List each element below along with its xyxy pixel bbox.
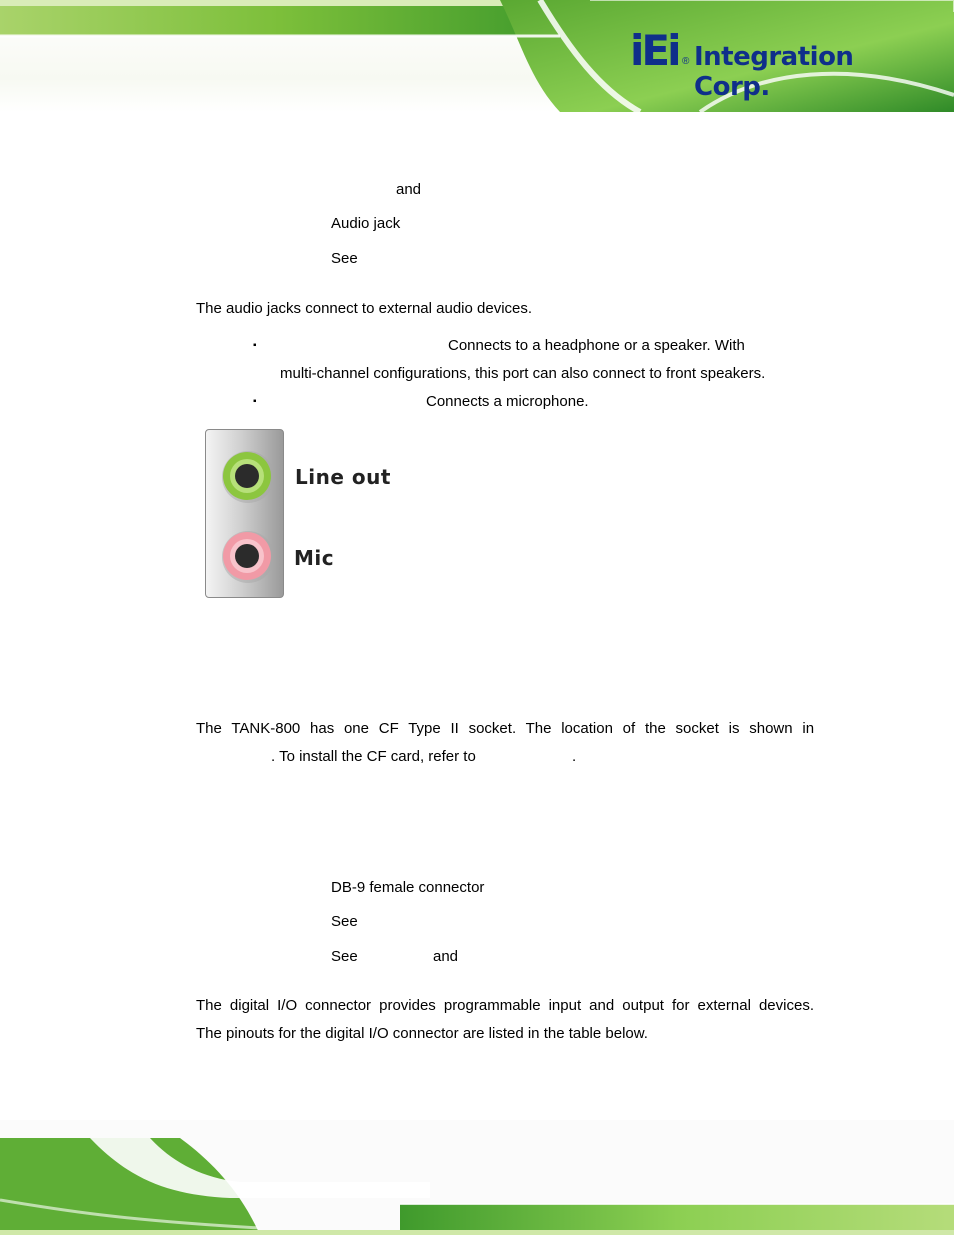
dio-see-reference: See — [331, 913, 358, 930]
audio-jack-graphic — [205, 429, 284, 598]
dio-see-reference-2: See — [331, 948, 358, 965]
bullet-mic-text: Connects a microphone. — [426, 393, 589, 410]
audio-connector-type: Audio jack — [331, 215, 401, 232]
word: The — [525, 720, 552, 737]
line-out-label: Line out — [295, 465, 391, 489]
word: The — [196, 720, 222, 737]
word: TANK-800 — [231, 720, 301, 737]
word: has — [310, 720, 335, 737]
cf-paragraph-line2-end: . — [572, 748, 577, 765]
dio-connector-type: DB-9 female connector — [331, 879, 485, 896]
word: in — [802, 720, 815, 737]
word: of — [622, 720, 636, 737]
audio-intro-text: The audio jacks connect to external audio devices. — [196, 300, 533, 317]
audio-fragment-and: and — [396, 181, 422, 198]
company-logo — [630, 26, 930, 102]
logo-mark: iEi — [630, 26, 679, 75]
logo-registered: ® — [682, 56, 690, 67]
dio-paragraph-line1: The digital I/O connector provides programmable input and output for external devices. — [196, 997, 814, 1014]
dio-fragment-and: and — [433, 948, 459, 965]
bullet-marker: ▪ — [253, 396, 257, 407]
word: shown — [749, 720, 793, 737]
word: II — [450, 720, 459, 737]
word: Type — [408, 720, 441, 737]
word: one — [343, 720, 369, 737]
bullet-line-out-text: Connects to a headphone or a speaker. With — [448, 337, 745, 354]
word: the — [644, 720, 666, 737]
word: location — [561, 720, 613, 737]
cf-paragraph-line2: . To install the CF card, refer to — [271, 748, 476, 765]
audio-see-reference: See — [331, 250, 358, 267]
footer-graphic — [0, 1120, 954, 1235]
logo-name: Integration Corp. — [694, 42, 854, 102]
cf-paragraph-line1 — [196, 719, 814, 739]
dio-paragraph-line2: The pinouts for the digital I/O connector are listed in the table below. — [196, 1025, 648, 1042]
bullet-line-out-continuation: multi-channel configurations, this port can also connect to front speakers. — [280, 365, 766, 382]
word: socket — [675, 720, 719, 737]
word: socket. — [468, 720, 517, 737]
bullet-marker: ▪ — [253, 340, 257, 351]
mic-label: Mic — [294, 546, 335, 570]
word: is — [728, 720, 740, 737]
word: CF — [378, 720, 399, 737]
